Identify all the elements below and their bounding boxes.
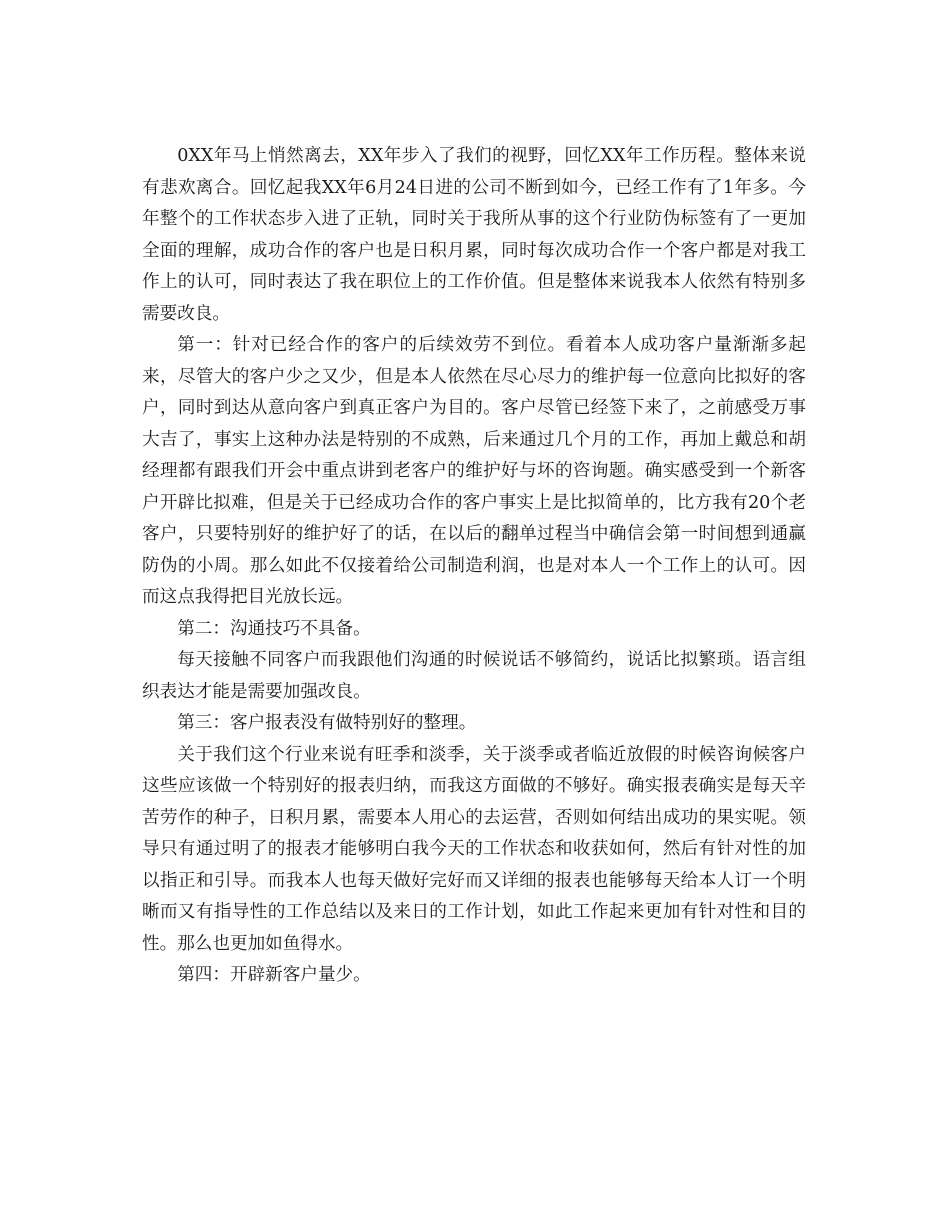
paragraph-point-one: 第一：针对已经合作的客户的后续效劳不到位。看着本人成功客户量渐渐多起来，尽管大的客户少之又少，但是本人依然在尽心尽力的维护每一位意向比拟好的客户，同时到达从意向客户到真正客户为目的。客户尽管已经签下来了，之前感受万事大吉了，事实上这种办法是特别的不成熟，后来通过几个月的工作，再加上戴总和胡经理都有跟我们开会中重点讲到老客户的维护好与坏的咨询题。确实感受到一个新客户开辟比拟难，但是关于已经成功合作的客户事实上是比拟简单的，比方我有20个老客户，只要特别好的维护好了的话，在以后的翻单过程当中确信会第一时间想到通赢防伪的小周。那么如此不仅接着给公司制造利润，也是对本人一个工作上的认可。因而这点我得把目光放长远。 xyxy=(142,335,806,607)
paragraph-point-three-body: 关于我们这个行业来说有旺季和淡季，关于淡季或者临近放假的时候咨询候客户这些应该做一个特别好的报表归纳，而我这方面做的不够好。确实报表确实是每天辛苦劳作的种子，日积月累，需要本人用心的去运营，否则如何结出成功的果实呢。领导只有通过明了的报表才能够明白我今天的工作状态和收获如何，然后有针对性的加以指正和引导。而我本人也每天做好完好而又详细的报表也能够每天给本人订一个明晰而又有指导性的工作总结以及来日的工作计划，如此工作起来更加有针对性和目的性。那么也更加如鱼得水。 xyxy=(142,744,806,954)
paragraph-point-two-heading: 第二：沟通技巧不具备。 xyxy=(177,618,371,639)
document-body xyxy=(142,141,806,992)
paragraph-point-two-body: 每天接触不同客户而我跟他们沟通的时候说话不够简约，说话比拟繁琐。语言组织表达才能是需要加强改良。 xyxy=(142,650,806,702)
paragraph-intro: 0XX年马上悄然离去，XX年步入了我们的视野，回忆XX年工作历程。整体来说有悲欢离合。回忆起我XX年6月24日进的公司不断到如今，已经工作有了1年多。今年整个的工作状态步入进了正轨，同时关于我所从事的这个行业防伪标签有了一更加全面的理解，成功合作的客户也是日积月累，同时每次成功合作一个客户都是对我工作上的认可，同时表达了我在职位上的工作价值。但是整体来说我本人依然有特别多需要改良。 xyxy=(142,146,806,324)
paragraph-point-four-heading: 第四：开辟新客户量少。 xyxy=(177,965,371,985)
paragraph-point-three-heading: 第三：客户报表没有做特别好的整理。 xyxy=(177,713,477,733)
